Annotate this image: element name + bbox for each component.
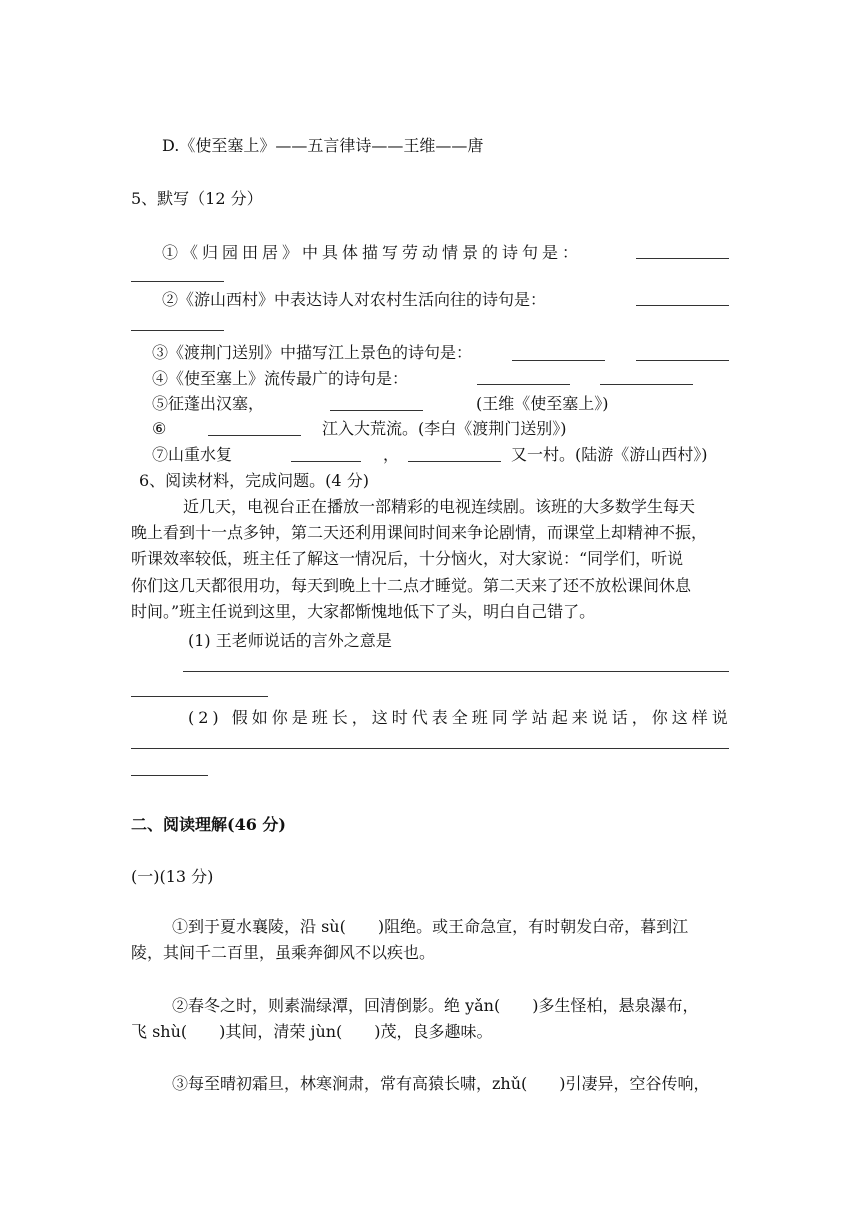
answer-blank[interactable] bbox=[512, 360, 605, 361]
passage-line: 晚上看到十一点多钟，第二天还利用课间时间来争论剧情，而课堂上却精神不振， bbox=[131, 523, 708, 542]
passage-line: 你们这几天都很用功，每天到晚上十二点才睡觉。第二天来了还不放松课间休息 bbox=[131, 576, 692, 595]
passage-line: 时间。”班主任说到这里，大家都惭愧地低下了头，明白自己错了。 bbox=[131, 602, 596, 621]
answer-blank[interactable] bbox=[291, 461, 361, 462]
recite-item-5-source: (王维《使至塞上》) bbox=[476, 394, 609, 413]
option-d: D.《使至塞上》——五言律诗——王维——唐 bbox=[162, 136, 484, 155]
answer-blank[interactable] bbox=[408, 461, 501, 462]
question-5-title: 5、默写（12 分） bbox=[131, 189, 263, 208]
recite-item-1: ①《归园田居》中具体描写劳动情景的诗句是： bbox=[162, 243, 583, 262]
answer-blank[interactable] bbox=[330, 410, 423, 411]
recite-item-5: ⑤征蓬出汉塞， bbox=[152, 394, 265, 413]
classical-paragraph-2: ②春冬之时，则素湍绿潭，回清倒影。绝 yǎn( )多生怪柏，悬泉瀑布， bbox=[172, 996, 699, 1015]
answer-line[interactable] bbox=[131, 775, 208, 776]
recite-item-4: ④《使至塞上》流传最广的诗句是： bbox=[152, 369, 409, 388]
recite-item-7-comma: ， bbox=[383, 445, 400, 464]
recite-item-6: 江入大荒流。(李白《渡荆门送别》) bbox=[322, 419, 567, 438]
answer-blank[interactable] bbox=[208, 435, 301, 436]
sub-question-2: (2) 假如你是班长，这时代表全班同学站起来说话，你这样说 bbox=[188, 708, 732, 727]
answer-blank[interactable] bbox=[131, 330, 224, 331]
answer-blank[interactable] bbox=[636, 258, 729, 259]
passage-line: 近几天，电视台正在播放一部精彩的电视连续剧。该班的大多数学生每天 bbox=[183, 497, 696, 516]
passage-line: 听课效率较低，班主任了解这一情况后，十分恼火，对大家说：“同学们，听说 bbox=[131, 549, 684, 568]
question-6-title: 6、阅读材料，完成问题。(4 分) bbox=[139, 471, 369, 490]
answer-line[interactable] bbox=[131, 748, 729, 749]
recite-item-7-end: 又一村。(陆游《游山西村》) bbox=[511, 445, 708, 464]
classical-paragraph-1: ①到于夏水襄陵，沿 sù( )阻绝。或王命急宣，有时朝发白帝，暮到江 bbox=[172, 917, 689, 936]
classical-paragraph-2-cont: 飞 shù( )其间，清荣 jùn( )茂，良多趣味。 bbox=[131, 1022, 493, 1041]
answer-blank[interactable] bbox=[636, 360, 729, 361]
answer-blank[interactable] bbox=[600, 384, 693, 385]
recite-item-2: ②《游山西村》中表达诗人对农村生活向往的诗句是： bbox=[162, 290, 547, 309]
section-2-heading: 二、阅读理解(46 分) bbox=[131, 815, 286, 834]
classical-paragraph-3: ③每至晴初霜旦，林寒涧肃，常有高猿长啸，zhǔ( )引凄异，空谷传响， bbox=[172, 1074, 710, 1093]
recite-item-3: ③《渡荆门送别》中描写江上景色的诗句是： bbox=[152, 343, 473, 362]
recite-item-7: ⑦山重水复 bbox=[152, 445, 233, 464]
recite-item-6-number: ⑥ bbox=[152, 419, 167, 438]
sub-question-1: (1) 王老师说话的言外之意是 bbox=[188, 631, 392, 650]
answer-blank[interactable] bbox=[636, 305, 729, 306]
answer-blank[interactable] bbox=[477, 384, 570, 385]
classical-paragraph-1-cont: 陵，其间千二百里，虽乘奔御风不以疾也。 bbox=[131, 943, 436, 962]
answer-line[interactable] bbox=[131, 696, 268, 697]
answer-blank[interactable] bbox=[131, 281, 224, 282]
part-1-heading: (一)(13 分) bbox=[131, 867, 214, 886]
answer-line[interactable] bbox=[183, 671, 729, 672]
